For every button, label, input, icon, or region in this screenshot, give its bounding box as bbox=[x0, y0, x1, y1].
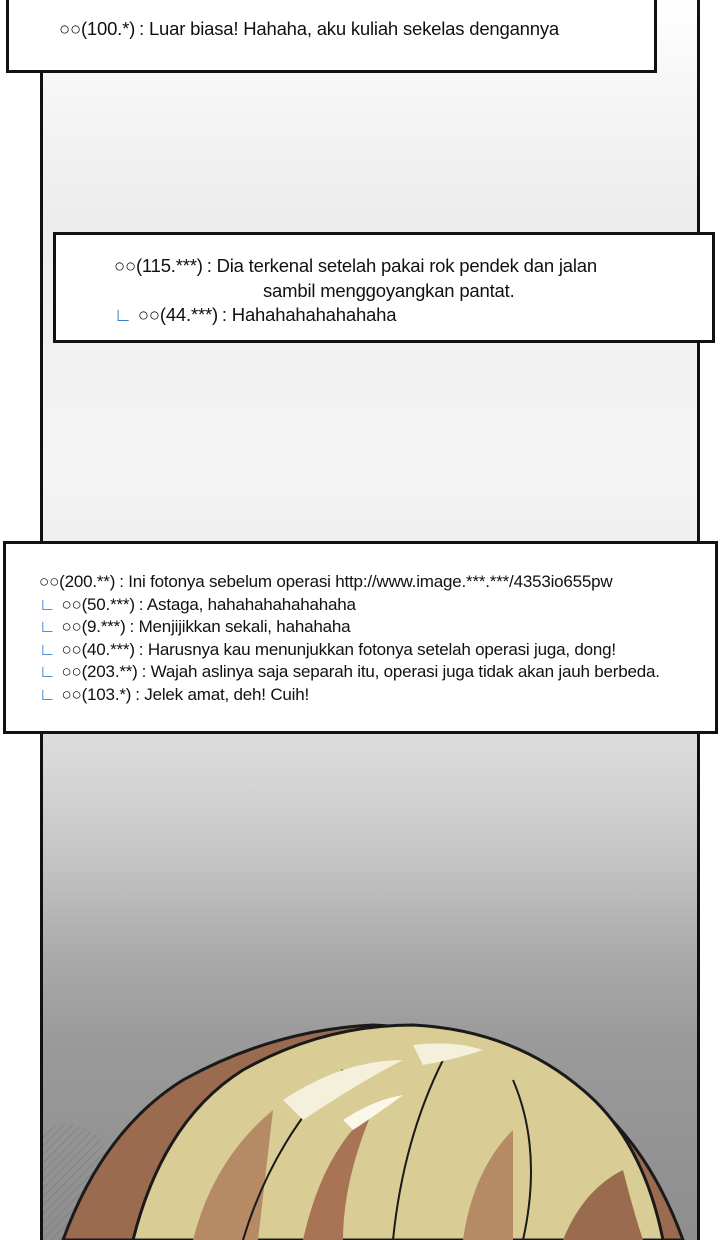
comment-box-2 bbox=[53, 232, 715, 343]
comment bbox=[114, 255, 597, 277]
comment-text: : Astaga, hahahahahahahaha bbox=[138, 595, 356, 614]
comment-user: ○○(44.***) bbox=[137, 304, 218, 325]
reply-icon: ∟ bbox=[39, 617, 56, 636]
comment-reply bbox=[39, 640, 616, 660]
comment-user: ○○(115.***) bbox=[114, 255, 203, 276]
comment-reply bbox=[39, 617, 350, 637]
comment-text: : Menjijikkan sekali, hahahaha bbox=[129, 617, 351, 636]
reply-icon: ∟ bbox=[39, 685, 56, 704]
comment-user: ○○(100.*) bbox=[59, 18, 136, 39]
comment-text: : Luar biasa! Hahaha, aku kuliah sekelas dengannya bbox=[139, 18, 559, 39]
reply-icon: ∟ bbox=[114, 304, 132, 325]
comment-user: ○○(200.**) bbox=[39, 572, 116, 591]
comment-text: : Jelek amat, deh! Cuih! bbox=[135, 685, 310, 704]
comment-user: ○○(50.***) bbox=[61, 595, 135, 614]
comment-text: : Harusnya kau menunjukkan fotonya setelah operasi juga, dong! bbox=[138, 640, 616, 659]
comment-user: ○○(203.**) bbox=[61, 662, 138, 681]
comment bbox=[59, 18, 559, 40]
comment-reply bbox=[39, 662, 660, 682]
reply-icon: ∟ bbox=[39, 640, 56, 659]
comment-reply bbox=[39, 685, 309, 705]
comment bbox=[39, 572, 613, 592]
comment-text: : Dia terkenal setelah pakai rok pendek dan jalan bbox=[206, 255, 597, 276]
comment-reply bbox=[39, 595, 356, 615]
comment-user: ○○(9.***) bbox=[61, 617, 126, 636]
comment-user: ○○(40.***) bbox=[61, 640, 135, 659]
comment-text: : Wajah aslinya saja separah itu, operasi juga tidak akan jauh berbeda. bbox=[141, 662, 660, 681]
comment-user: ○○(103.*) bbox=[61, 685, 132, 704]
comment-box-3 bbox=[3, 541, 718, 734]
comment-box-1 bbox=[6, 0, 657, 73]
comment-continuation: sambil menggoyangkan pantat. bbox=[263, 280, 515, 301]
reply-icon: ∟ bbox=[39, 595, 56, 614]
comment-reply bbox=[114, 304, 396, 326]
comment-text: : Ini fotonya sebelum operasi http://www.image.***.***/4353io655pw bbox=[119, 572, 613, 591]
comment-text: : Hahahahahahahaha bbox=[221, 304, 397, 325]
reply-icon: ∟ bbox=[39, 662, 56, 681]
